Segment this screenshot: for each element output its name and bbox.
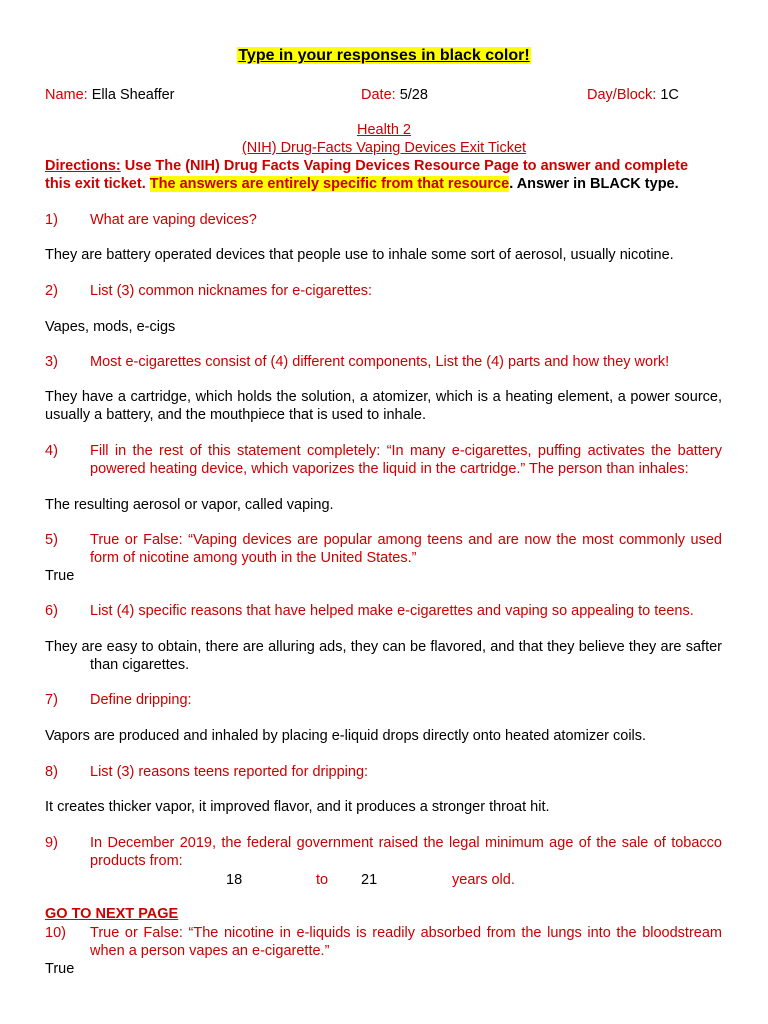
date-label: Date: [361, 87, 396, 103]
name-value: Ella Sheaffer [91, 87, 175, 103]
question-number: 8) [45, 764, 58, 780]
answer-1: They are battery operated devices that people use to inhale some sort of aerosol, usually nicotine. [45, 247, 674, 263]
question-1: What are vaping devices? [90, 212, 257, 228]
ticket-subtitle: (NIH) Drug-Facts Vaping Devices Exit Ticket [241, 140, 527, 156]
question-10: True or False: “The nicotine in e-liquids is readily absorbed from the lungs into the bloodstream when a person vapes an e-cigarette.” [90, 925, 722, 959]
go-to-next-page: GO TO NEXT PAGE [45, 906, 179, 922]
day-block-label: Day/Block: [587, 87, 657, 103]
day-block-field [587, 86, 679, 104]
question-4: Fill in the rest of this statement completely: “In many e-cigarettes, puffing activates the battery powered heating device, which vaporizes the liquid in the cartridge.” The person than inhales: [90, 443, 722, 477]
answer-7: Vapors are produced and inhaled by placing e-liquid drops directly onto heated atomizer coils. [45, 728, 647, 744]
answer-4: The resulting aerosol or vapor, called vaping. [45, 497, 334, 513]
question-7: Define dripping: [90, 692, 192, 708]
directions-line-2: this exit ticket. The answers are entirely specific from that resource. Answer in BLACK type. [45, 176, 679, 192]
answer-10: True [45, 961, 75, 977]
question-5: True or False: “Vaping devices are popular among teens and are now the most commonly used form of nicotine among youth in the United States.” [90, 532, 722, 566]
answer-9-to-label: to [316, 872, 329, 888]
question-2: List (3) common nicknames for e-cigarettes: [90, 283, 373, 299]
question-number: 9) [45, 835, 58, 851]
question-number: 5) [45, 532, 58, 548]
name-label: Name: [45, 87, 88, 103]
name-field [45, 86, 175, 104]
question-9: In December 2019, the federal government raised the legal minimum age of the sale of tobacco products from: [90, 835, 722, 869]
question-number: 6) [45, 603, 58, 619]
question-number: 7) [45, 692, 58, 708]
question-number: 1) [45, 212, 58, 228]
answer-2: Vapes, mods, e-cigs [45, 319, 176, 335]
question-6: List (4) specific reasons that have helped make e-cigarettes and vaping so appealing to teens. [90, 603, 694, 619]
answer-6: They are easy to obtain, there are alluring ads, they can be flavored, and that they believe they are safter than cigarettes. [45, 639, 722, 673]
directions-line-1: Directions: Use The (NIH) Drug Facts Vaping Devices Resource Page to answer and complete [45, 158, 689, 174]
question-3: Most e-cigarettes consist of (4) different components, List the (4) parts and how they work! [90, 354, 670, 370]
answer-3: They have a cartridge, which holds the solution, a atomizer, which is a heating element, a power source, usually a battery, and the mouthpiece that is used to inhale. [45, 389, 722, 423]
answer-9-from-age: 18 [226, 872, 243, 888]
question-number: 4) [45, 443, 58, 459]
day-block-value: 1C [660, 87, 679, 103]
question-number: 2) [45, 283, 58, 299]
answer-9-to-age: 21 [361, 872, 378, 888]
answer-8: It creates thicker vapor, it improved flavor, and it produces a stronger throat hit. [45, 799, 550, 815]
course-title: Health 2 [356, 122, 411, 138]
instruction-banner: Type in your responses in black color! [238, 47, 530, 64]
question-8: List (3) reasons teens reported for dripping: [90, 764, 369, 780]
question-number: 3) [45, 354, 58, 370]
question-number: 10) [45, 925, 66, 941]
date-field [361, 86, 428, 104]
answer-5: True [45, 568, 75, 584]
directions-label: Directions: [45, 158, 121, 174]
directions-highlight: The answers are entirely specific from that resource [149, 176, 510, 192]
date-value: 5/28 [399, 87, 428, 103]
answer-9-suffix: years old. [452, 872, 515, 888]
